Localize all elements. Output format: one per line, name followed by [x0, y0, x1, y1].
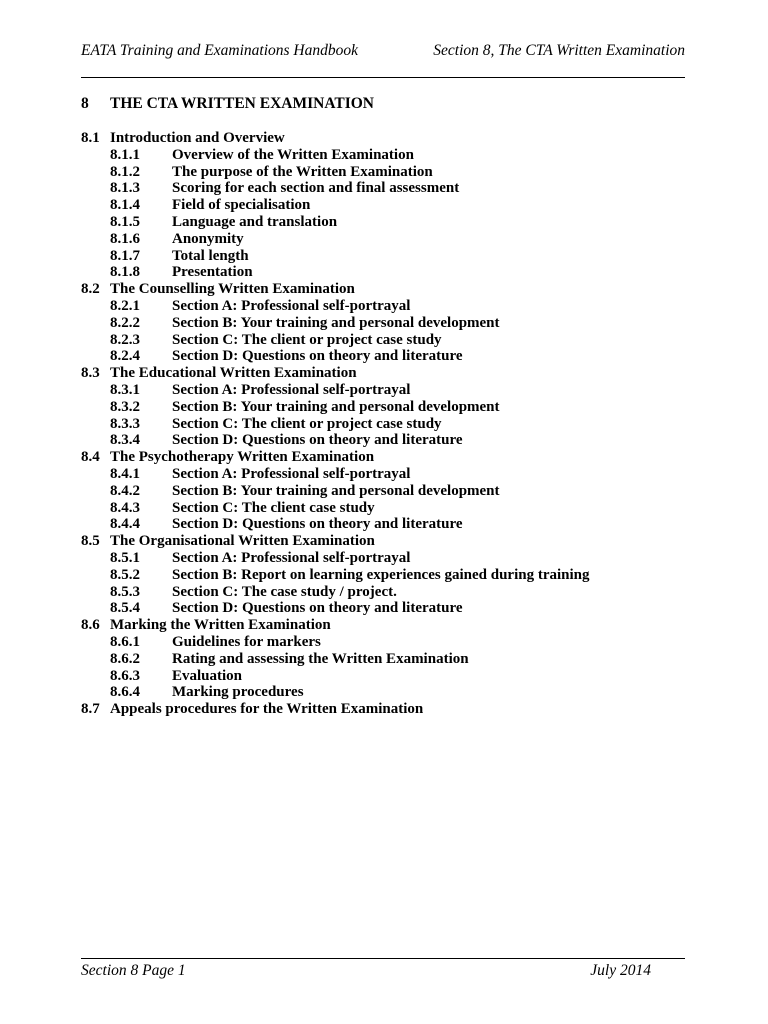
toc-entry-title: The Organisational Written Examination [110, 533, 375, 550]
toc-subsection-entry [81, 264, 685, 281]
toc-subsection-entry [81, 332, 685, 349]
toc-subsection-entry [81, 500, 685, 517]
toc-entry-number: 8.1.2 [110, 163, 140, 180]
toc-section-entry [81, 701, 685, 718]
toc-entry-title: Language and translation [172, 213, 338, 230]
toc-entry-title: Section B: Report on learning experiences gained during training [172, 566, 590, 583]
toc-entry-title: Section B: Your training and personal development [172, 398, 500, 415]
header-section-title: Section 8, The CTA Written Examination [433, 42, 685, 59]
toc-entry-title: Evaluation [172, 667, 243, 684]
toc-entry-title: Presentation [172, 264, 253, 281]
toc-subsection-entry [81, 668, 685, 685]
toc-entry-title: Scoring for each section and final assessment [172, 180, 460, 197]
toc-entry-title: Section B: Your training and personal development [172, 482, 500, 499]
toc-entry-title: Section A: Professional self-portrayal [172, 381, 411, 398]
toc-entry-title: Section A: Professional self-portrayal [172, 297, 411, 314]
toc-entry-title: Guidelines for markers [172, 633, 321, 650]
toc-subsection-entry [81, 231, 685, 248]
toc-entry-number: 8.2.2 [110, 314, 140, 331]
toc-entry-number: 8.7 [81, 701, 100, 718]
toc-entry-number: 8.2.1 [110, 297, 140, 314]
table-of-contents [81, 130, 685, 718]
toc-entry-title: Total length [172, 247, 249, 264]
toc-entry-title: Section D: Questions on theory and literature [172, 516, 463, 533]
toc-entry-title: Introduction and Overview [110, 130, 285, 146]
toc-subsection-entry [81, 567, 685, 584]
toc-entry-title: Section C: The case study / project. [172, 583, 397, 600]
footer-page-number: Section 8 Page 1 [81, 962, 186, 979]
toc-section-entry [81, 617, 685, 634]
toc-entry-title: Anonymity [172, 230, 244, 247]
toc-subsection-entry [81, 348, 685, 365]
toc-subsection-entry [81, 432, 685, 449]
header-handbook-title: EATA Training and Examinations Handbook [81, 42, 358, 59]
toc-entry-number: 8.1.7 [110, 247, 140, 264]
toc-entry-number: 8.5.4 [110, 600, 140, 617]
toc-subsection-entry [81, 197, 685, 214]
toc-subsection-entry [81, 298, 685, 315]
toc-section-entry [81, 365, 685, 382]
toc-entry-number: 8.1.3 [110, 180, 140, 197]
toc-entry-number: 8.3.2 [110, 398, 140, 415]
toc-entry-number: 8.6.4 [110, 684, 140, 701]
toc-section-entry [81, 449, 685, 466]
toc-subsection-entry [81, 516, 685, 533]
toc-subsection-entry [81, 651, 685, 668]
toc-entry-title: Rating and assessing the Written Examination [172, 650, 469, 667]
toc-entry-number: 8.5.2 [110, 566, 140, 583]
toc-entry-number: 8.1.4 [110, 197, 140, 214]
toc-entry-number: 8.4 [81, 449, 100, 466]
toc-subsection-entry [81, 214, 685, 231]
toc-entry-title: Marking procedures [172, 684, 304, 701]
toc-entry-number: 8.2.3 [110, 331, 140, 348]
toc-section-entry [81, 281, 685, 298]
header-rule [81, 77, 685, 78]
toc-subsection-entry [81, 466, 685, 483]
toc-entry-number: 8.5.1 [110, 549, 140, 566]
toc-subsection-entry [81, 584, 685, 601]
toc-entry-number: 8.6.1 [110, 633, 140, 650]
footer-date: July 2014 [590, 962, 651, 979]
toc-entry-number: 8.2 [81, 281, 100, 298]
toc-subsection-entry [81, 248, 685, 265]
toc-entry-number: 8.3 [81, 365, 100, 382]
toc-subsection-entry [81, 164, 685, 181]
chapter-title: THE CTA WRITTEN EXAMINATION [110, 95, 374, 112]
toc-entry-title: The Psychotherapy Written Examination [110, 449, 375, 466]
toc-subsection-entry [81, 399, 685, 416]
toc-subsection-entry [81, 483, 685, 500]
toc-entry-title: Marking the Written Examination [110, 617, 331, 634]
footer-rule [81, 958, 685, 959]
toc-entry-number: 8.3.1 [110, 381, 140, 398]
toc-section-entry [81, 533, 685, 550]
toc-entry-number: 8.3.4 [110, 432, 140, 449]
toc-entry-number: 8.5 [81, 533, 100, 550]
toc-entry-number: 8.1.8 [110, 264, 140, 281]
toc-entry-title: The Counselling Written Examination [110, 281, 355, 298]
toc-entry-title: The purpose of the Written Examination [172, 163, 433, 180]
toc-entry-number: 8.4.4 [110, 516, 140, 533]
toc-entry-title: Section B: Your training and personal development [172, 314, 500, 331]
toc-entry-number: 8.1.6 [110, 230, 140, 247]
toc-entry-title: Appeals procedures for the Written Examination [110, 701, 424, 718]
toc-subsection-entry [81, 550, 685, 567]
page-footer [81, 962, 651, 982]
toc-entry-number: 8.1 [81, 130, 100, 146]
toc-entry-title: Section D: Questions on theory and literature [172, 348, 463, 365]
toc-entry-number: 8.3.3 [110, 415, 140, 432]
toc-entry-number: 8.2.4 [110, 348, 140, 365]
toc-entry-title: The Educational Written Examination [110, 365, 357, 382]
toc-entry-number: 8.5.3 [110, 583, 140, 600]
toc-entry-title: Overview of the Written Examination [172, 146, 414, 163]
toc-entry-title: Section D: Questions on theory and literature [172, 600, 463, 617]
toc-subsection-entry [81, 684, 685, 701]
toc-subsection-entry [81, 416, 685, 433]
toc-entry-number: 8.1.5 [110, 213, 140, 230]
page-header [81, 42, 685, 64]
toc-subsection-entry [81, 147, 685, 164]
toc-entry-title: Section D: Questions on theory and literature [172, 432, 463, 449]
toc-subsection-entry [81, 180, 685, 197]
toc-entry-number: 8.4.1 [110, 465, 140, 482]
toc-subsection-entry [81, 382, 685, 399]
toc-entry-number: 8.4.2 [110, 482, 140, 499]
toc-entry-number: 8.4.3 [110, 499, 140, 516]
toc-subsection-entry [81, 600, 685, 617]
toc-entry-number: 8.6.3 [110, 667, 140, 684]
toc-entry-number: 8.1.1 [110, 146, 140, 163]
toc-entry-title: Section A: Professional self-portrayal [172, 465, 411, 482]
chapter-heading [81, 95, 374, 113]
toc-entry-title: Section C: The client case study [172, 499, 375, 516]
toc-entry-title: Section C: The client or project case study [172, 415, 442, 432]
toc-subsection-entry [81, 315, 685, 332]
toc-entry-number: 8.6.2 [110, 650, 140, 667]
toc-subsection-entry [81, 634, 685, 651]
toc-section-entry [81, 130, 685, 147]
toc-entry-title: Field of specialisation [172, 197, 311, 214]
toc-entry-title: Section A: Professional self-portrayal [172, 549, 411, 566]
toc-entry-number: 8.6 [81, 617, 100, 634]
chapter-number: 8 [81, 95, 89, 112]
toc-entry-title: Section C: The client or project case study [172, 331, 442, 348]
